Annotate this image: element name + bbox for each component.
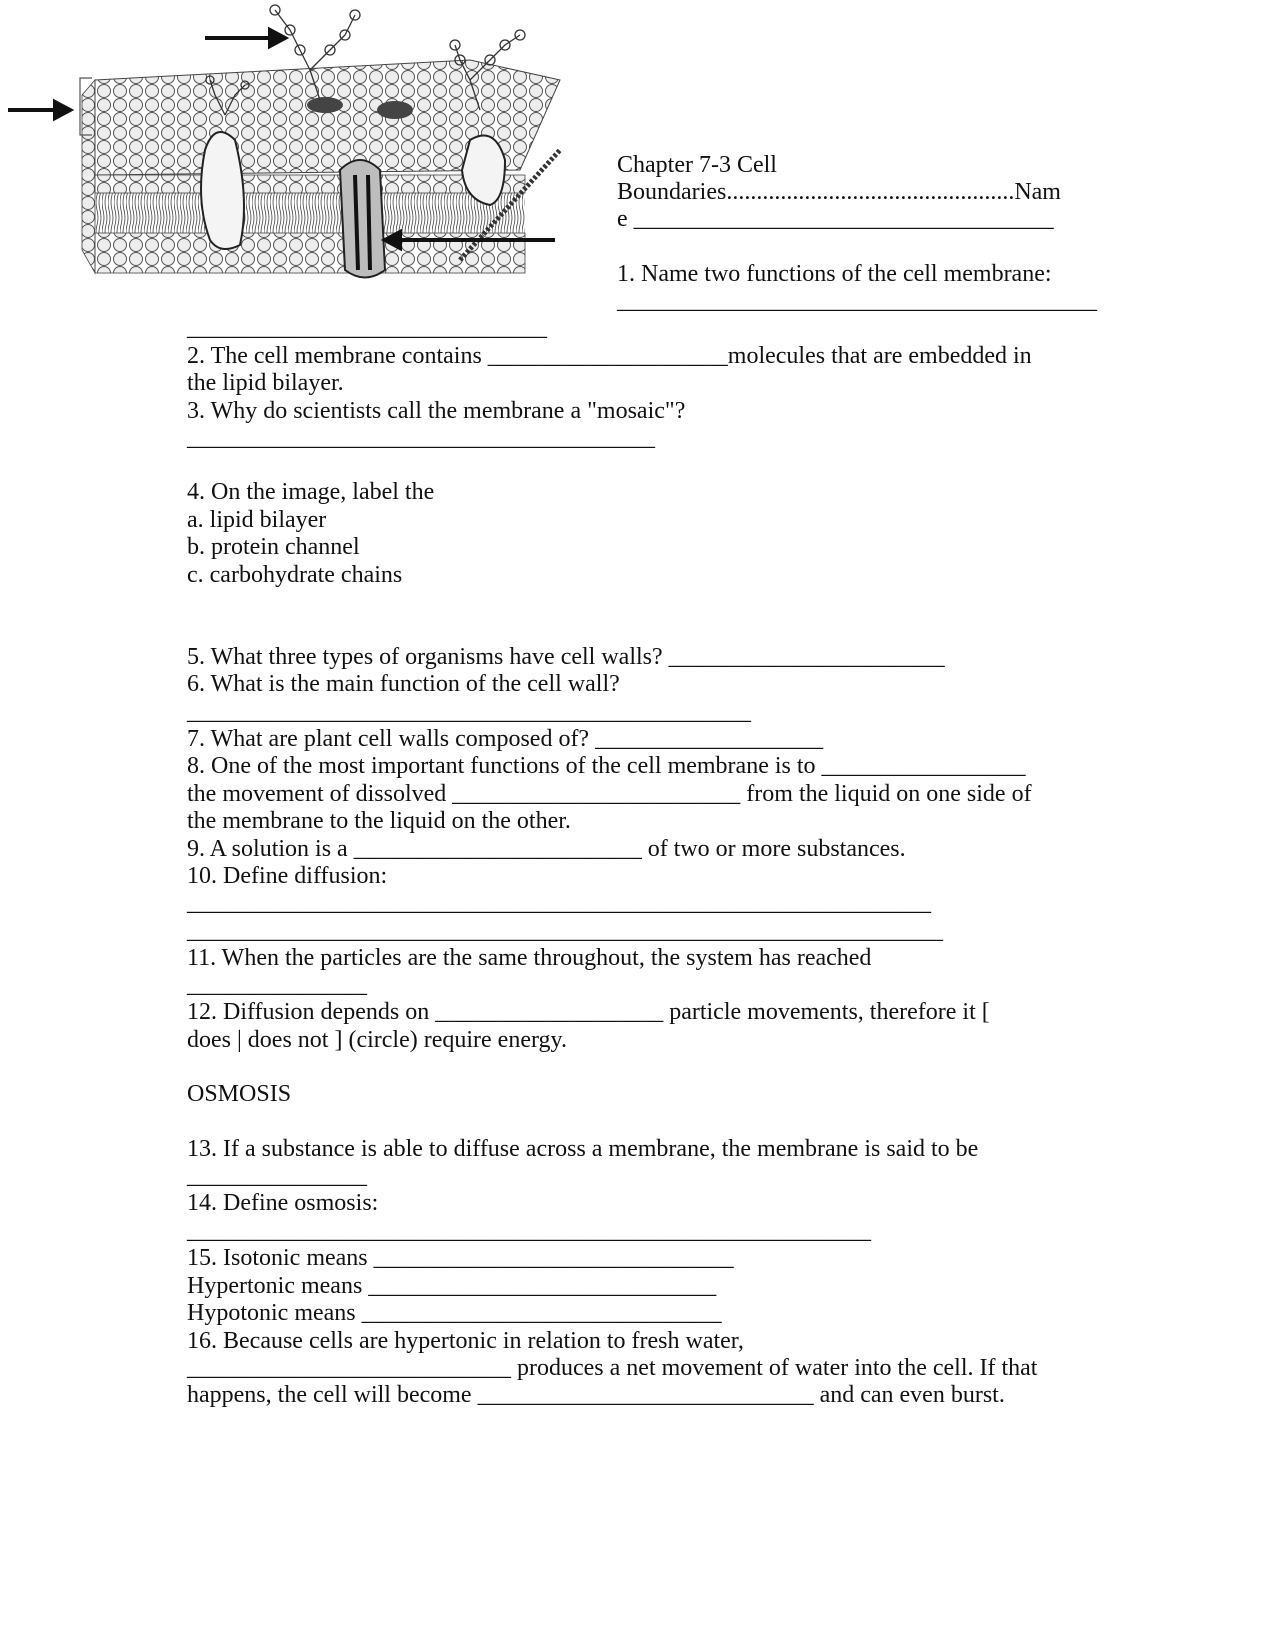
question-7: 7. What are plant cell walls composed of? ___________________ xyxy=(187,726,824,752)
question-4c: c. carbohydrate chains xyxy=(187,562,403,588)
cell-membrane-diagram xyxy=(0,0,600,300)
question-14: 14. Define osmosis: xyxy=(187,1190,379,1216)
question-11: 11. When the particles are the same throughout, the system has reached xyxy=(187,945,872,971)
question-13: 13. If a substance is able to diffuse across a membrane, the membrane is said to be xyxy=(187,1136,979,1162)
answer-blank-3[interactable]: _______________________________________ xyxy=(187,425,655,451)
protein-top-1 xyxy=(307,97,343,113)
question-2: 2. The cell membrane contains ____________________molecules that are embedded in xyxy=(187,343,1032,369)
question-8: 8. One of the most important functions of the cell membrane is to _________________ xyxy=(187,753,1026,779)
question-16-cont2: happens, the cell will become ____________________________ and can even burst. xyxy=(187,1382,1005,1408)
question-15: 15. Isotonic means ______________________________ xyxy=(187,1245,734,1271)
question-5: 5. What three types of organisms have cell walls? _______________________ xyxy=(187,644,945,670)
answer-blank-14[interactable]: _________________________________________________________ xyxy=(187,1218,871,1244)
protein-channel xyxy=(340,160,385,278)
question-15b: Hypertonic means _____________________________ xyxy=(187,1273,717,1299)
worksheet-title: Chapter 7-3 Cell xyxy=(617,152,777,178)
question-4b: b. protein channel xyxy=(187,534,360,560)
label-arrow-top xyxy=(205,30,285,46)
worksheet-title-cont: Boundaries................................................Nam xyxy=(617,179,1061,205)
question-6: 6. What is the main function of the cell wall? xyxy=(187,671,620,697)
name-field[interactable]: e ___________________________________ xyxy=(617,206,1054,232)
question-8-cont: the movement of dissolved ________________________ from the liquid on one side of xyxy=(187,781,1032,807)
answer-blank-10a[interactable]: ______________________________________________________________ xyxy=(187,890,931,916)
bilayer-left-face xyxy=(82,80,95,273)
answer-blank-11[interactable]: _______________ xyxy=(187,972,367,998)
bilayer-front-upper-heads xyxy=(95,175,525,193)
bilayer-tails xyxy=(95,193,525,233)
question-4: 4. On the image, label the xyxy=(187,479,435,505)
label-arrow-left xyxy=(8,102,70,118)
answer-blank-10b[interactable]: _______________________________________________________________ xyxy=(187,918,943,944)
question-8-cont2: the membrane to the liquid on the other. xyxy=(187,808,571,834)
question-1: 1. Name two functions of the cell membrane: xyxy=(617,261,1052,287)
question-12: 12. Diffusion depends on ___________________ particle movements, therefore it [ xyxy=(187,999,990,1025)
protein-top-2 xyxy=(377,101,413,119)
osmosis-heading: OSMOSIS xyxy=(187,1081,292,1107)
answer-blank-1[interactable]: ________________________________________ xyxy=(617,288,1097,314)
question-2-cont: the lipid bilayer. xyxy=(187,370,344,396)
answer-blank-6[interactable]: _______________________________________________ xyxy=(187,699,751,725)
question-9: 9. A solution is a ________________________ of two or more substances. xyxy=(187,836,906,862)
question-4a: a. lipid bilayer xyxy=(187,507,327,533)
question-10: 10. Define diffusion: xyxy=(187,863,388,889)
question-12-cont: does | does not ] (circle) require energy. xyxy=(187,1027,567,1053)
answer-blank-13[interactable]: _______________ xyxy=(187,1163,367,1189)
question-3: 3. Why do scientists call the membrane a "mosaic"? xyxy=(187,398,686,424)
protein-left xyxy=(201,132,244,249)
question-16-cont: ___________________________ produces a net movement of water into the cell. If that xyxy=(187,1355,1038,1381)
answer-blank-1b[interactable]: ______________________________ xyxy=(187,315,547,341)
question-15c: Hypotonic means ______________________________ xyxy=(187,1300,722,1326)
question-16: 16. Because cells are hypertonic in relation to fresh water, xyxy=(187,1328,744,1354)
